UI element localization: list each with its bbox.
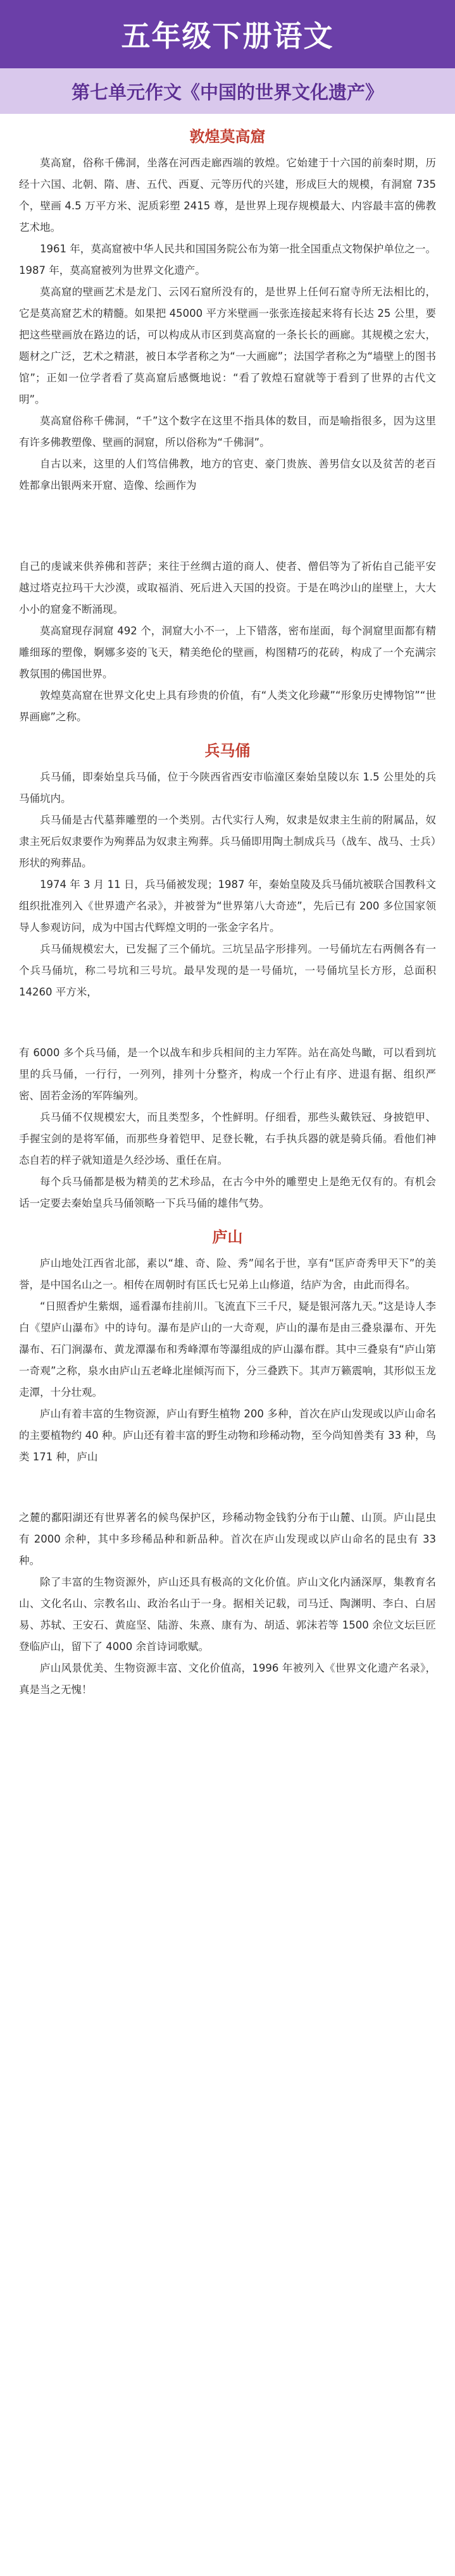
essay-subtitle: 第七单元作文《中国的世界文化遗产》 [71, 81, 383, 103]
paragraph: 自古以来，这里的人们笃信佛教，地方的官吏、豪门贵族、善男信女以及贫苦的老百姓都拿出银两来开窟、造像、绘画作为 [19, 458, 436, 491]
section-title-lushan: 庐山 [212, 1228, 243, 1246]
paragraph: 兵马俑是古代墓葬雕塑的一个类别。古代实行人殉，奴隶是奴隶主生前的附属品，奴隶主死后奴隶要作为殉葬品为奴隶主殉葬。兵马俑即用陶土制成兵马（战车、战马、士兵）形状的殉葬品。 [19, 814, 436, 869]
section-title-dunhuang: 敦煌莫高窟 [189, 128, 266, 145]
paragraph: 莫高窟现存洞窟 492 个，洞窟大小不一，上下错落，密布崖面，每个洞窟里面都有精雕细琢的塑像，婀娜多姿的飞天，精美绝伦的壁画，构图精巧的花砖，构成了一个充满宗教氛围的佛国世界。 [19, 625, 436, 680]
section-title-terracotta: 兵马俑 [204, 742, 251, 760]
paragraph: 庐山有着丰富的生物资源，庐山有野生植物 200 多种，首次在庐山发现或以庐山命名的主要植物约 40 种。庐山还有着丰富的野生动物和珍稀动物，至今尚知兽类有 33 种，鸟类 171 种，庐山 [19, 1408, 436, 1463]
paragraph: 兵马俑，即秦始皇兵马俑，位于今陕西省西安市临潼区秦始皇陵以东 1.5 公里处的兵马俑坑内。 [19, 771, 436, 804]
section-dunhuang [0, 124, 455, 728]
paragraph: 兵马俑规模宏大，已发掘了三个俑坑。三坑呈品字形排列。一号俑坑左右两侧各有一个兵马俑坑，称二号坑和三号坑。最早发现的是一号俑坑，一号俑坑呈长方形，总面积 14260 平方米， [19, 943, 436, 998]
paragraph-continued: 之麓的鄱阳湖还有世界著名的候鸟保护区，珍稀动物金钱豹分布于山麓、山顶。庐山昆虫有 2000 余种，其中多珍稀品种和新品种。首次在庐山发现或以庐山命名的昆虫有 33 种。 [19, 1512, 436, 1567]
subtitle-band [0, 68, 455, 114]
paragraph: 敦煌莫高窟在世界文化史上具有珍贵的价值，有“人类文化珍藏”“形象历史博物馆”“世界画廊”之称。 [19, 689, 436, 723]
paragraph: 1974 年 3 月 11 日，兵马俑被发现；1987 年，秦始皇陵及兵马俑坑被联合国教科文组织批准列入《世界遗产名录》，并被誉为“世界第八大奇迹”，先后已有 200 多位国家领导人参观访问，成为中国古代辉煌文明的一张金字名片。 [19, 878, 436, 934]
section-lushan [0, 1224, 455, 1701]
paragraph: 莫高窟，俗称千佛洞，坐落在河西走廊西端的敦煌。它始建于十六国的前秦时期，历经十六国、北朝、隋、唐、五代、西夏、元等历代的兴建，形成巨大的规模，有洞窟 735 个，壁画 4.5 万平方米、泥质彩塑 2415 尊，是世界上现存规模最大、内容最丰富的佛教艺术地。 [19, 157, 436, 233]
page-gap [19, 1003, 436, 1042]
paragraph-continued: 有 6000 多个兵马俑，是一个以战车和步兵相间的主力军阵。站在高处鸟瞰，可以看到坑里的兵马俑，一行行，一列列，排列十分整齐，构成一个行止有序、进退有据、组织严密、固若金汤的军阵编列。 [19, 1047, 436, 1102]
section-terracotta [0, 738, 455, 1214]
page-title: 五年级下册语文 [121, 19, 334, 53]
header-band [0, 0, 455, 68]
paragraph: 莫高窟的壁画艺术是龙门、云冈石窟所没有的，是世界上任何石窟寺所无法相比的，它是莫高窟艺术的精髓。如果把 45000 平方米壁画一张张连接起来将有长达 25 公里，要把这些壁画放在路边的话，可以构成从市区到莫高窟的一条长长的画廊。其规模之宏大，题材之广泛，艺术之精湛，被日本学者称之为“一大画廊”；法国学者称之为“墙壁上的图书馆”；正如一位学者看了莫高窟后感慨地说：“看了敦煌石窟就等于看到了世界的古代文明”。 [19, 286, 436, 405]
paragraph: 庐山地处江西省北部，素以“雄、奇、险、秀”闻名于世，享有“匡庐奇秀甲天下”的美誉，是中国名山之一。相传在周朝时有匡氏七兄弟上山修道，结庐为舍，由此而得名。 [19, 1257, 436, 1291]
paragraph: 庐山风景优美、生物资源丰富、文化价值高，1996 年被列入《世界文化遗产名录》，真是当之无愧！ [19, 1662, 436, 1696]
paragraph: “日照香炉生紫烟，遥看瀑布挂前川。飞流直下三千尺，疑是银河落九天。”这是诗人李白《望庐山瀑布》中的诗句。瀑布是庐山的一大奇观，庐山的瀑布是由三叠泉瀑布、开先瀑布、石门涧瀑布、黄龙潭瀑布和秀峰潭布等瀑组成的庐山瀑布群。其中三叠泉有“庐山第一奇观”之称，泉水由庐山五老峰北崖倾泻而下，分三叠跌下。其声万籁震响，其形似玉龙走潭，十分壮观。 [19, 1300, 436, 1398]
page-gap [19, 1468, 436, 1507]
paragraph: 1961 年，莫高窟被中华人民共和国国务院公布为第一批全国重点文物保护单位之一。1987 年，莫高窟被列为世界文化遗产。 [19, 243, 436, 276]
paragraph: 每个兵马俑都是极为精美的艺术珍品，在古今中外的雕塑史上是绝无仅有的。有机会话一定要去秦始皇兵马俑领略一下兵马俑的雄伟气势。 [19, 1176, 436, 1209]
page-gap [19, 496, 436, 556]
paragraph: 兵马俑不仅规模宏大，而且类型多，个性鲜明。仔细看，那些头戴铁冠、身披铠甲、手握宝剑的是将军俑，而那些身着铠甲、足登长靴，右手执兵器的就是骑兵俑。看他们神态自若的样子就知道是久经沙场、重任在肩。 [19, 1111, 436, 1166]
paragraph: 除了丰富的生物资源外，庐山还具有极高的文化价值。庐山文化内涵深厚，集教育名山、文化名山、宗教名山、政治名山于一身。据相关记载，司马迁、陶渊明、李白、白居易、苏轼、王安石、黄庭坚、陆游、朱熹、康有为、胡适、郭沫若等 1500 余位文坛巨匠登临庐山，留下了 4000 余首诗词歌赋。 [19, 1576, 436, 1653]
paragraph: 莫高窟俗称千佛洞，“千”这个数字在这里不指具体的数目，而是喻指很多，因为这里有许多佛教塑像、壁画的洞窟，所以俗称为“千佛洞”。 [19, 415, 436, 448]
paragraph-continued: 自己的虔诚来供养佛和菩萨；来往于丝绸古道的商人、使者、僧侣等为了祈佑自己能平安越过塔克拉玛干大沙漠，或取福消、死后进入天国的投资。于是在鸣沙山的崖壁上，大大小小的窟龛不断涌现。 [19, 560, 436, 615]
